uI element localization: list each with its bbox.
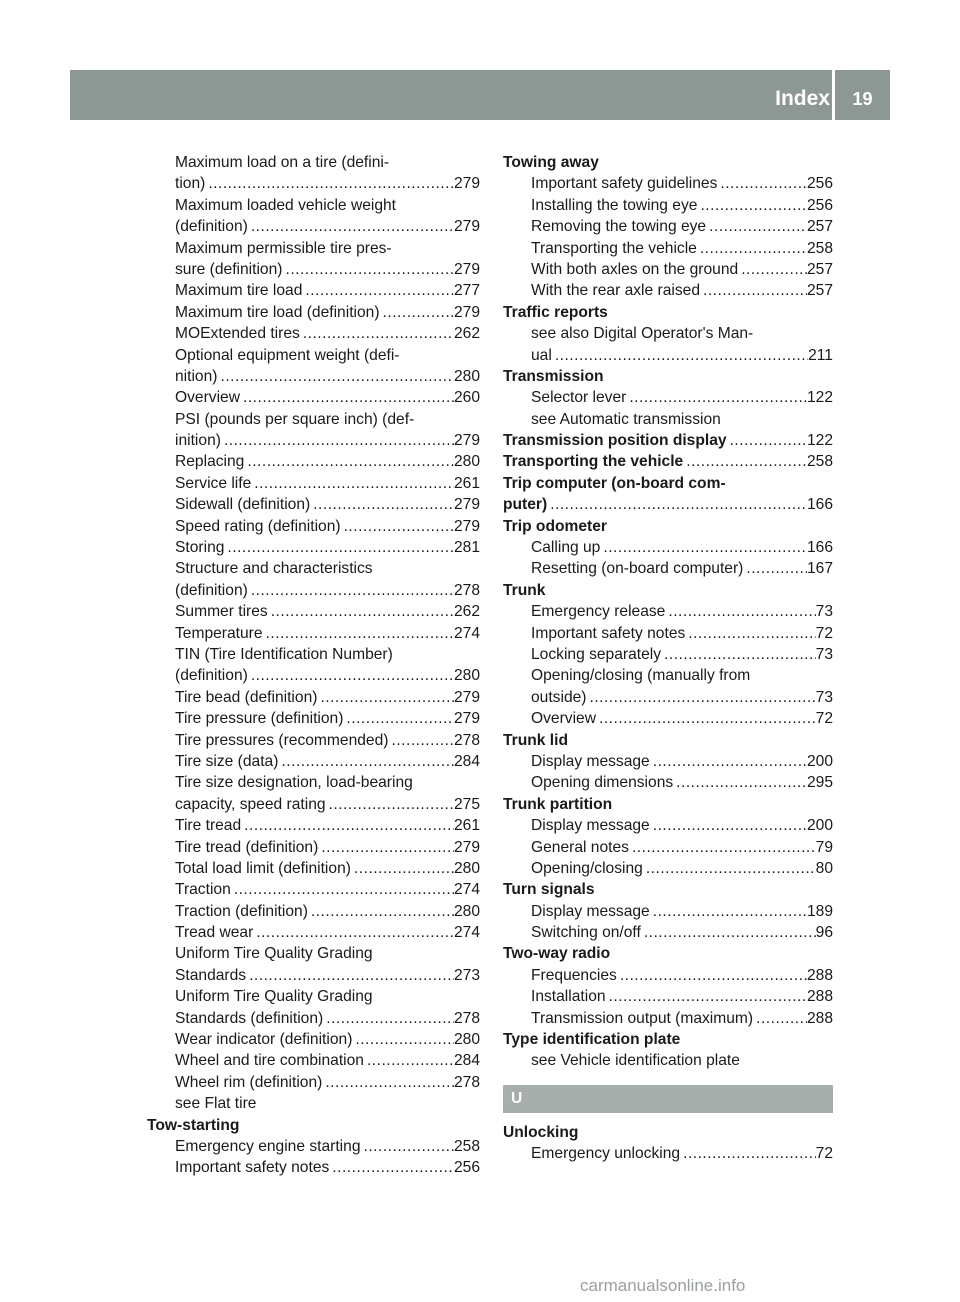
dot-leader bbox=[617, 965, 807, 986]
index-heading-entry bbox=[503, 451, 833, 472]
entry-label: outside) bbox=[531, 688, 587, 706]
dot-leader bbox=[753, 1008, 807, 1029]
dot-leader bbox=[246, 965, 454, 986]
dot-leader bbox=[244, 451, 454, 472]
entry-label: Resetting (on-board computer) bbox=[531, 560, 744, 578]
entry-label: Tire pressures (recommended) bbox=[175, 731, 389, 749]
dot-leader bbox=[217, 366, 453, 387]
dot-leader bbox=[547, 494, 807, 515]
entry-label: Traction (definition) bbox=[175, 902, 308, 920]
index-subentry bbox=[147, 430, 480, 451]
page-reference: 275 bbox=[453, 795, 480, 813]
entry-label: Summer tires bbox=[175, 603, 268, 621]
page-reference: 278 bbox=[453, 581, 480, 599]
index-subentry bbox=[147, 922, 480, 943]
page-reference: 257 bbox=[806, 282, 833, 300]
page-reference: 274 bbox=[453, 881, 480, 899]
index-subentry bbox=[503, 1008, 833, 1029]
index-subentry-text: see Flat tire bbox=[175, 1095, 257, 1113]
page-reference: 261 bbox=[453, 817, 480, 835]
index-subentry bbox=[147, 516, 480, 537]
index-column-right bbox=[503, 152, 833, 1165]
dot-leader bbox=[552, 345, 808, 366]
dot-leader bbox=[300, 323, 454, 344]
entry-label: Important safety guidelines bbox=[531, 175, 718, 193]
page-reference: 280 bbox=[453, 667, 480, 685]
index-subentry bbox=[147, 601, 480, 622]
entry-label: (definition) bbox=[175, 581, 248, 599]
entry-label: Opening dimensions bbox=[531, 774, 674, 792]
dot-leader bbox=[318, 837, 454, 858]
index-subentry bbox=[503, 772, 833, 793]
entry-label: Storing bbox=[175, 539, 225, 557]
page-reference: 274 bbox=[453, 924, 480, 942]
page-reference: 166 bbox=[806, 496, 833, 514]
page-reference: 258 bbox=[453, 1137, 480, 1155]
index-subentry bbox=[503, 259, 833, 280]
index-subentry bbox=[503, 644, 833, 665]
index-subentry bbox=[503, 238, 833, 259]
index-subentry bbox=[503, 986, 833, 1007]
dot-leader bbox=[650, 815, 807, 836]
index-heading: Trip odometer bbox=[503, 517, 607, 535]
entry-label: Important safety notes bbox=[175, 1159, 330, 1177]
index-subentry-text: see Vehicle identification plate bbox=[531, 1052, 740, 1070]
entry-label: Opening/closing bbox=[531, 859, 643, 877]
index-subentry bbox=[503, 345, 833, 366]
page-reference: 262 bbox=[453, 603, 480, 621]
page-reference: 256 bbox=[453, 1159, 480, 1177]
entry-label: With both axles on the ground bbox=[531, 260, 739, 278]
index-subentry bbox=[147, 837, 480, 858]
page-reference: 262 bbox=[453, 325, 480, 343]
dot-leader bbox=[743, 558, 807, 579]
entry-label: Removing the towing eye bbox=[531, 218, 707, 236]
page-reference: 278 bbox=[453, 1073, 480, 1091]
entry-label: Tire tread (definition) bbox=[175, 838, 319, 856]
index-subentry bbox=[147, 280, 480, 301]
index-heading: Trunk partition bbox=[503, 795, 613, 813]
page-reference: 122 bbox=[806, 389, 833, 407]
index-subentry-text: Uniform Tire Quality Grading bbox=[175, 945, 373, 963]
index-subentry bbox=[503, 558, 833, 579]
entry-label: Emergency engine starting bbox=[175, 1137, 361, 1155]
entry-label: Transmission position display bbox=[503, 432, 727, 450]
entry-label: Speed rating (definition) bbox=[175, 517, 341, 535]
index-subentry bbox=[503, 858, 833, 879]
entry-label: Installation bbox=[531, 988, 606, 1006]
index-heading: Trip computer (on-board com- bbox=[503, 474, 726, 492]
entry-label: Transporting the vehicle bbox=[503, 453, 684, 471]
dot-leader bbox=[310, 494, 454, 515]
entry-label: Temperature bbox=[175, 624, 263, 642]
page-reference: 284 bbox=[453, 752, 480, 770]
page-reference: 200 bbox=[806, 817, 833, 835]
index-subentry bbox=[147, 751, 480, 772]
index-heading: Turn signals bbox=[503, 881, 595, 899]
entry-label: Tread wear bbox=[175, 924, 254, 942]
page-reference: 288 bbox=[806, 988, 833, 1006]
index-subentry bbox=[147, 216, 480, 237]
dot-leader bbox=[388, 730, 453, 751]
page-reference: 280 bbox=[453, 902, 480, 920]
index-subentry bbox=[147, 473, 480, 494]
entry-label: Selector lever bbox=[531, 389, 627, 407]
dot-leader bbox=[629, 837, 816, 858]
index-subentry bbox=[147, 259, 480, 280]
entry-label: Transmission output (maximum) bbox=[531, 1009, 754, 1027]
index-heading-entry bbox=[503, 430, 833, 451]
index-subentry-text: Maximum permissible tire pres- bbox=[175, 239, 392, 257]
dot-leader bbox=[364, 1050, 454, 1071]
entry-label: With the rear axle raised bbox=[531, 282, 701, 300]
dot-leader bbox=[697, 195, 807, 216]
entry-label: Maximum tire load bbox=[175, 282, 303, 300]
entry-label: Tire bead (definition) bbox=[175, 688, 318, 706]
page-reference: 79 bbox=[815, 838, 833, 856]
index-heading: Tow-starting bbox=[147, 1116, 240, 1134]
dot-leader bbox=[643, 858, 816, 879]
dot-leader bbox=[205, 173, 454, 194]
page-reference: 72 bbox=[815, 624, 833, 642]
dot-leader bbox=[361, 1136, 454, 1157]
index-subentry bbox=[503, 173, 833, 194]
page-reference: 258 bbox=[806, 239, 833, 257]
dot-leader bbox=[253, 922, 454, 943]
index-subentry bbox=[147, 623, 480, 644]
entry-label: (definition) bbox=[175, 667, 248, 685]
page-reference: 96 bbox=[815, 924, 833, 942]
index-subentry bbox=[503, 837, 833, 858]
entry-label: Maximum tire load (definition) bbox=[175, 303, 380, 321]
entry-label: capacity, speed rating bbox=[175, 795, 326, 813]
entry-label: Installing the towing eye bbox=[531, 196, 698, 214]
dot-leader bbox=[278, 751, 454, 772]
page-reference: 279 bbox=[453, 496, 480, 514]
entry-label: (definition) bbox=[175, 218, 248, 236]
index-subentry bbox=[147, 1072, 480, 1093]
index-subentry bbox=[147, 1029, 480, 1050]
index-heading: Towing away bbox=[503, 154, 599, 171]
index-subentry-text: TIN (Tire Identification Number) bbox=[175, 645, 393, 663]
index-subentry bbox=[503, 216, 833, 237]
index-subentry bbox=[147, 387, 480, 408]
index-subentry bbox=[147, 858, 480, 879]
dot-leader bbox=[263, 623, 454, 644]
dot-leader bbox=[240, 387, 454, 408]
index-subentry bbox=[147, 1157, 480, 1178]
dot-leader bbox=[343, 708, 454, 729]
page-reference: 284 bbox=[453, 1052, 480, 1070]
dot-leader bbox=[302, 280, 454, 301]
page-reference: 258 bbox=[806, 453, 833, 471]
entry-label: Standards (definition) bbox=[175, 1009, 324, 1027]
index-subentry bbox=[147, 323, 480, 344]
entry-label: sure (definition) bbox=[175, 260, 283, 278]
index-subentry bbox=[147, 901, 480, 922]
index-subentry bbox=[147, 302, 480, 323]
index-subentry bbox=[147, 1008, 480, 1029]
index-subentry bbox=[503, 922, 833, 943]
index-subentry bbox=[147, 815, 480, 836]
index-subentry-text: Maximum load on a tire (defini- bbox=[175, 154, 390, 171]
dot-leader bbox=[251, 473, 454, 494]
index-subentry bbox=[147, 965, 480, 986]
page-reference: 279 bbox=[453, 303, 480, 321]
page-reference: 73 bbox=[815, 688, 833, 706]
dot-leader bbox=[650, 901, 807, 922]
index-subentry bbox=[503, 815, 833, 836]
entry-label: Display message bbox=[531, 902, 650, 920]
dot-leader bbox=[727, 430, 807, 451]
dot-leader bbox=[351, 858, 454, 879]
dot-leader bbox=[248, 665, 454, 686]
index-subentry bbox=[503, 901, 833, 922]
entry-label: tion) bbox=[175, 175, 206, 193]
index-subentry bbox=[503, 601, 833, 622]
index-subentry bbox=[147, 494, 480, 515]
entry-label: Total load limit (definition) bbox=[175, 859, 351, 877]
index-heading: Type identification plate bbox=[503, 1031, 681, 1049]
dot-leader bbox=[685, 623, 815, 644]
entry-label: Tire pressure (definition) bbox=[175, 710, 344, 728]
section-letter: U bbox=[503, 1085, 833, 1113]
entry-label: Calling up bbox=[531, 539, 601, 557]
index-subentry-text: Optional equipment weight (defi- bbox=[175, 346, 400, 364]
dot-leader bbox=[341, 516, 454, 537]
entry-label: ual bbox=[531, 346, 552, 364]
index-subentry bbox=[147, 665, 480, 686]
index-column-left bbox=[147, 152, 480, 1179]
entry-label: Replacing bbox=[175, 453, 245, 471]
page-reference: 257 bbox=[806, 218, 833, 236]
dot-leader bbox=[717, 173, 807, 194]
index-subentry bbox=[147, 366, 480, 387]
page-reference: 295 bbox=[806, 774, 833, 792]
index-subentry bbox=[147, 580, 480, 601]
dot-leader bbox=[329, 1157, 454, 1178]
page-reference: 200 bbox=[806, 752, 833, 770]
index-subentry bbox=[503, 965, 833, 986]
dot-leader bbox=[352, 1029, 454, 1050]
dot-leader bbox=[326, 794, 454, 815]
page-reference: 288 bbox=[806, 966, 833, 984]
entry-label: MOExtended tires bbox=[175, 325, 300, 343]
entry-label: inition) bbox=[175, 432, 221, 450]
dot-leader bbox=[606, 986, 807, 1007]
entry-label: Wheel and tire combination bbox=[175, 1052, 364, 1070]
page-reference: 189 bbox=[806, 902, 833, 920]
page-reference: 279 bbox=[453, 838, 480, 856]
index-subentry bbox=[147, 1136, 480, 1157]
dot-leader bbox=[626, 387, 807, 408]
index-subentry bbox=[147, 708, 480, 729]
index-heading: Trunk lid bbox=[503, 731, 568, 749]
page-reference: 279 bbox=[453, 175, 480, 193]
watermark: carmanualsonline.info bbox=[580, 1276, 746, 1295]
entry-label: Locking separately bbox=[531, 645, 662, 663]
dot-leader bbox=[600, 537, 807, 558]
entry-label: puter) bbox=[503, 496, 548, 514]
index-subentry bbox=[503, 280, 833, 301]
entry-label: General notes bbox=[531, 838, 629, 856]
dot-leader bbox=[224, 537, 454, 558]
page-reference: 278 bbox=[453, 731, 480, 749]
header-title: Index bbox=[775, 87, 830, 110]
page-reference: 72 bbox=[815, 710, 833, 728]
page-reference: 261 bbox=[453, 474, 480, 492]
dot-leader bbox=[221, 430, 454, 451]
page-reference: 166 bbox=[806, 539, 833, 557]
index-heading: Unlocking bbox=[503, 1123, 579, 1141]
index-subentry bbox=[503, 751, 833, 772]
page-reference: 167 bbox=[806, 560, 833, 578]
index-subentry-text: Maximum loaded vehicle weight bbox=[175, 196, 397, 214]
index-subentry-text: see Automatic transmission bbox=[531, 410, 721, 428]
entry-label: Tire size (data) bbox=[175, 752, 279, 770]
page-reference: 73 bbox=[815, 645, 833, 663]
page-reference: 274 bbox=[453, 624, 480, 642]
index-subentry bbox=[503, 687, 833, 708]
page-reference: 280 bbox=[453, 859, 480, 877]
dot-leader bbox=[317, 687, 454, 708]
entry-label: Frequencies bbox=[531, 966, 617, 984]
entry-label: Overview bbox=[175, 389, 240, 407]
dot-leader bbox=[308, 901, 454, 922]
page-reference: 277 bbox=[453, 282, 480, 300]
index-subentry bbox=[147, 687, 480, 708]
entry-label: Standards bbox=[175, 966, 247, 984]
page-reference: 280 bbox=[453, 367, 480, 385]
dot-leader bbox=[231, 879, 454, 900]
index-subentry bbox=[503, 708, 833, 729]
entry-label: Sidewall (definition) bbox=[175, 496, 311, 514]
entry-label: Emergency unlocking bbox=[531, 1145, 681, 1163]
index-subentry bbox=[503, 195, 833, 216]
index-subentry bbox=[503, 387, 833, 408]
index-heading: Traffic reports bbox=[503, 303, 608, 321]
index-subentry bbox=[503, 623, 833, 644]
page-number: 19 bbox=[852, 89, 873, 109]
entry-label: Display message bbox=[531, 752, 650, 770]
dot-leader bbox=[680, 1143, 816, 1164]
page-reference: 280 bbox=[453, 1031, 480, 1049]
dot-leader bbox=[248, 216, 454, 237]
page-reference: 279 bbox=[453, 688, 480, 706]
page-reference: 279 bbox=[453, 218, 480, 236]
page-reference: 257 bbox=[806, 260, 833, 278]
page-reference: 279 bbox=[453, 432, 480, 450]
dot-leader bbox=[241, 815, 454, 836]
page-reference: 279 bbox=[453, 260, 480, 278]
dot-leader bbox=[248, 580, 454, 601]
page-reference: 279 bbox=[453, 710, 480, 728]
dot-leader bbox=[683, 451, 807, 472]
dot-leader bbox=[380, 302, 454, 323]
page-reference: 279 bbox=[453, 517, 480, 535]
entry-label: Overview bbox=[531, 710, 596, 728]
page-reference: 281 bbox=[453, 539, 480, 557]
dot-leader bbox=[641, 922, 816, 943]
index-subentry bbox=[503, 537, 833, 558]
page-reference: 280 bbox=[453, 453, 480, 471]
dot-leader bbox=[706, 216, 807, 237]
index-subentry-text: Structure and characteristics bbox=[175, 560, 373, 578]
page-reference: 73 bbox=[815, 603, 833, 621]
index-subentry-text: Uniform Tire Quality Grading bbox=[175, 988, 373, 1006]
page-reference: 122 bbox=[806, 432, 833, 450]
index-subentry bbox=[147, 537, 480, 558]
index-heading: Trunk bbox=[503, 581, 546, 599]
dot-leader bbox=[673, 772, 807, 793]
index-subentry bbox=[147, 173, 480, 194]
index-subentry bbox=[147, 730, 480, 751]
index-heading: Two-way radio bbox=[503, 945, 611, 963]
dot-leader bbox=[322, 1072, 454, 1093]
index-heading-entry bbox=[503, 494, 833, 515]
dot-leader bbox=[697, 238, 807, 259]
index-subentry-text: Tire size designation, load-bearing bbox=[175, 774, 413, 792]
dot-leader bbox=[596, 708, 816, 729]
dot-leader bbox=[700, 280, 807, 301]
page-reference: 260 bbox=[453, 389, 480, 407]
entry-label: Display message bbox=[531, 817, 650, 835]
page-reference: 278 bbox=[453, 1009, 480, 1027]
entry-label: Wheel rim (definition) bbox=[175, 1073, 323, 1091]
dot-leader bbox=[282, 259, 453, 280]
page-reference: 80 bbox=[815, 859, 833, 877]
index-subentry bbox=[147, 1050, 480, 1071]
entry-label: Switching on/off bbox=[531, 924, 641, 942]
index-subentry-text: see also Digital Operator's Man- bbox=[531, 325, 754, 343]
entry-label: Tire tread bbox=[175, 817, 242, 835]
index-heading: Transmission bbox=[503, 367, 604, 385]
entry-label: nition) bbox=[175, 367, 218, 385]
index-subentry-text: PSI (pounds per square inch) (def- bbox=[175, 410, 415, 428]
dot-leader bbox=[650, 751, 807, 772]
page-reference: 211 bbox=[808, 346, 833, 364]
page-reference: 256 bbox=[806, 196, 833, 214]
entry-label: Emergency release bbox=[531, 603, 666, 621]
entry-label: Important safety notes bbox=[531, 624, 686, 642]
page-reference: 256 bbox=[806, 175, 833, 193]
page-reference: 72 bbox=[815, 1145, 833, 1163]
dot-leader bbox=[661, 644, 816, 665]
index-subentry bbox=[503, 1143, 833, 1164]
dot-leader bbox=[268, 601, 454, 622]
index-subentry bbox=[147, 879, 480, 900]
dot-leader bbox=[586, 687, 815, 708]
entry-label: Service life bbox=[175, 474, 252, 492]
entry-label: Transporting the vehicle bbox=[531, 239, 697, 257]
index-subentry bbox=[147, 451, 480, 472]
dot-leader bbox=[323, 1008, 454, 1029]
page-reference: 273 bbox=[453, 966, 480, 984]
entry-label: Wear indicator (definition) bbox=[175, 1031, 353, 1049]
dot-leader bbox=[738, 259, 807, 280]
index-subentry bbox=[147, 794, 480, 815]
page-reference: 288 bbox=[806, 1009, 833, 1027]
entry-label: Traction bbox=[175, 881, 231, 899]
index-subentry-text: Opening/closing (manually from bbox=[531, 667, 751, 685]
dot-leader bbox=[665, 601, 815, 622]
